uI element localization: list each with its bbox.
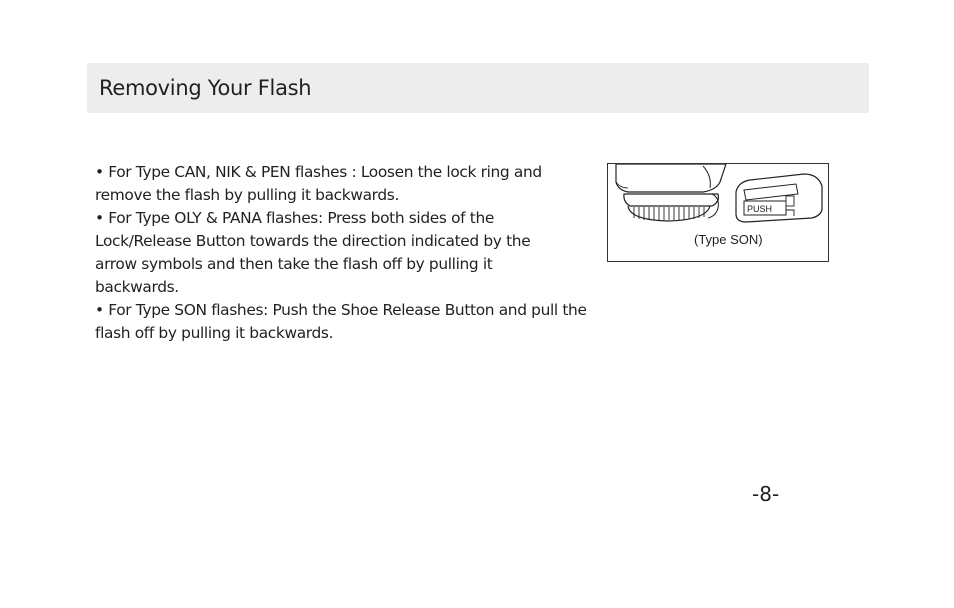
flash-shoe-figure: [607, 163, 829, 262]
figure-caption: (Type SON): [694, 232, 763, 247]
instruction-line: • For Type SON flashes: Push the Shoe Release Button and pull the: [95, 301, 587, 319]
instruction-line: remove the flash by pulling it backwards.: [95, 186, 399, 204]
section-title: Removing Your Flash: [99, 76, 312, 100]
page-number: -8-: [752, 482, 780, 506]
instructions-text: [95, 161, 625, 345]
push-button-label: PUSH: [747, 204, 773, 214]
instruction-line: arrow symbols and then take the flash off by pulling it: [95, 255, 493, 273]
section-header: [87, 63, 869, 113]
instruction-line: flash off by pulling it backwards.: [95, 324, 334, 342]
instruction-line: • For Type OLY & PANA flashes: Press both sides of the: [95, 209, 494, 227]
instruction-line: Lock/Release Button towards the direction indicated by the: [95, 232, 531, 250]
instruction-line: • For Type CAN, NIK & PEN flashes : Loosen the lock ring and: [95, 163, 542, 181]
instruction-line: backwards.: [95, 278, 179, 296]
